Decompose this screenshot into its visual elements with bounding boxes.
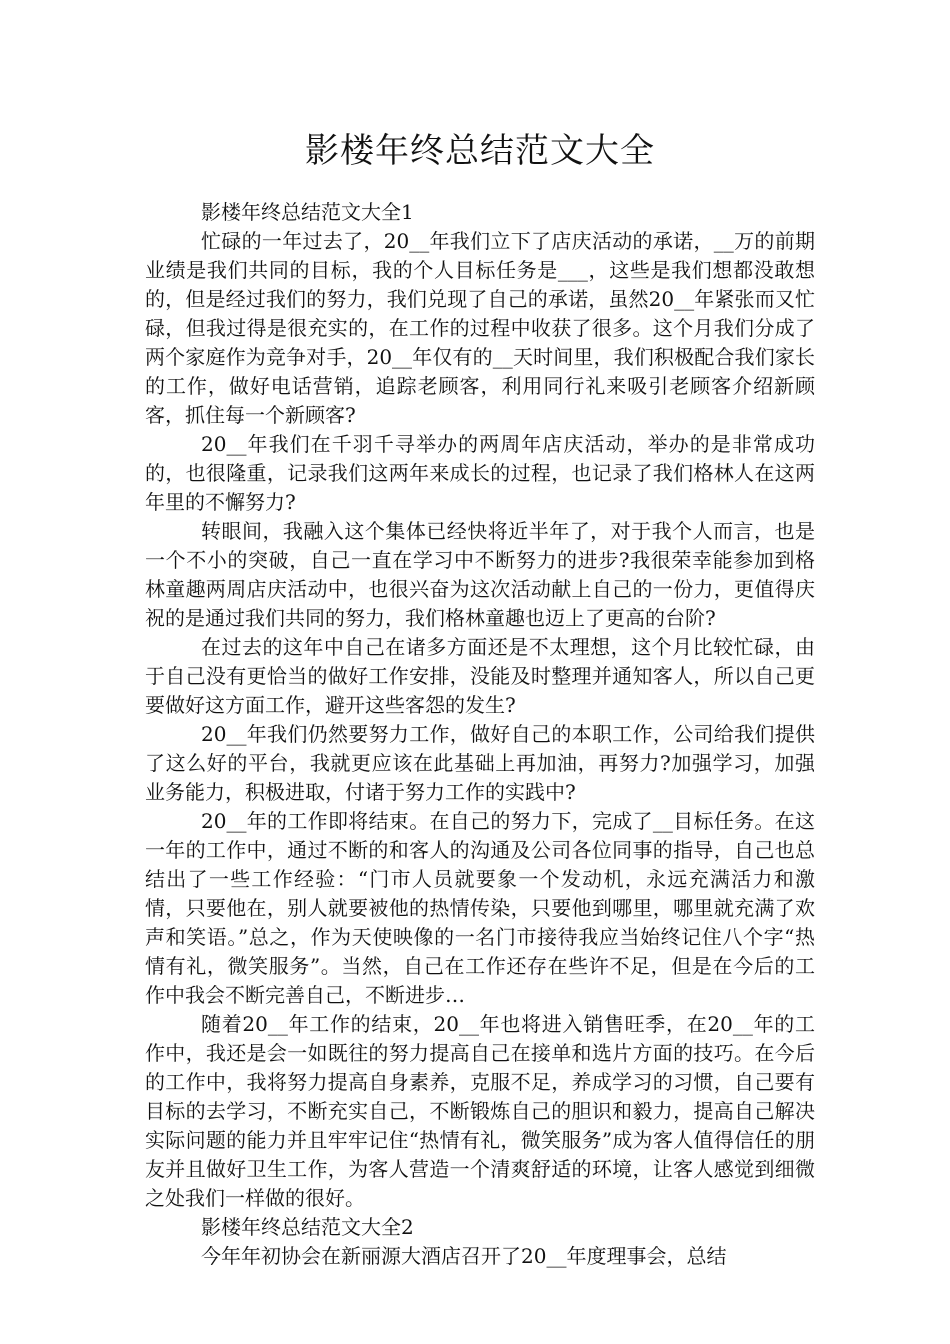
document-page [145, 120, 815, 1271]
paragraph: 20__年的工作即将结束。在自己的努力下，完成了__目标任务。在这一年的工作中，通过不断的和客人的沟通及公司各位同事的指导，自己也总结出了一些工作经验：“门市人员就要象一个发动机，永远充满活力和激情，只要他在，别人就要被他的热情传染，只要他到哪里，哪里就充满了欢声和笑语。”总之，作为天使映像的一名门市接待我应当始终记住八个字“热情有礼，微笑服务”。当然，自己在工作还存在些许不足，但是在今后的工作中我会不断完善自己，不断进步… [145, 809, 815, 1007]
section-heading-2: 影楼年终总结范文大全2 [201, 1215, 414, 1239]
paragraph: 20__年我们在千羽千寻举办的两周年店庆活动，举办的是非常成功的，也很隆重，记录我们这两年来成长的过程，也记录了我们格林人在这两年里的不懈努力? [145, 432, 815, 514]
paragraph: 20__年我们仍然要努力工作，做好自己的本职工作，公司给我们提供了这么好的平台，我就更应该在此基础上再加油，再努力?加强学习，加强业务能力，积极进取，付诸于努力工作的实践中? [145, 722, 815, 804]
section-heading-1: 影楼年终总结范文大全1 [201, 200, 414, 224]
paragraph: 忙碌的一年过去了，20__年我们立下了店庆活动的承诺，__万的前期业绩是我们共同的目标，我的个人目标任务是___，这些是我们想都没敢想的，但是经过我们的努力，我们兑现了自己的承诺，虽然20__年紧张而又忙碌，但我过得是很充实的，在工作的过程中收获了很多。这个月我们分成了两个家庭作为竞争对手，20__年仅有的__天时间里，我们积极配合我们家长的工作，做好电话营销，追踪老顾客，利用同行礼来吸引老顾客介绍新顾客，抓住每一个新顾客? [145, 229, 815, 427]
paragraph: 转眼间，我融入这个集体已经快将近半年了，对于我个人而言，也是一个不小的突破，自己一直在学习中不断努力的进步?我很荣幸能参加到格林童趣两周店庆活动中，也很兴奋为这次活动献上自己的一份力，更值得庆祝的是通过我们共同的努力，我们格林童趣也迈上了更高的台阶? [145, 519, 815, 630]
paragraph: 在过去的这年中自己在诸多方面还是不太理想，这个月比较忙碌，由于自己没有更恰当的做好工作安排，没能及时整理并通知客人，所以自己更要做好这方面工作，避开这些客怨的发生? [145, 635, 815, 717]
paragraph: 今年年初协会在新丽源大酒店召开了20__年度理事会，总结 [201, 1244, 727, 1268]
document-title: 影楼年终总结范文大全 [305, 131, 655, 171]
paragraph: 随着20__年工作的结束，20__年也将进入销售旺季，在20__年的工作中，我还是会一如既往的努力提高自己在接单和选片方面的技巧。在今后的工作中，我将努力提高自身素养，克服不足，养成学习的习惯，自己要有目标的去学习，不断充实自己，不断锻炼自己的胆识和毅力，提高自己解决实际问题的能力并且牢牢记住“热情有礼，微笑服务”成为客人值得信任的朋友并且做好卫生工作，为客人营造一个清爽舒适的环境，让客人感觉到细微之处我们一样做的很好。 [145, 1012, 815, 1210]
